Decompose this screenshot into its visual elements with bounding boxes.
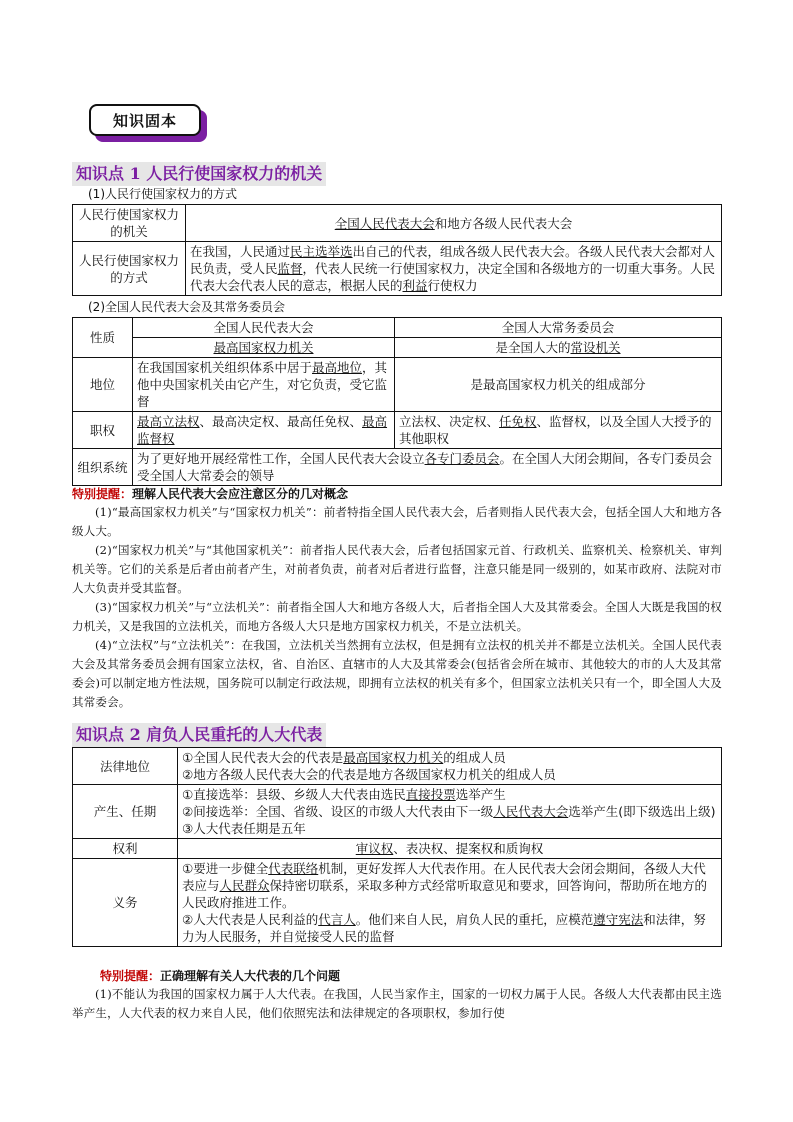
note-paragraph: (4)“立法权”与“立法机关”：在我国，立法机关当然拥有立法权，但是拥有立法权的机关并不都是立法机关。全国人民代表大会及其常务委员会拥有国家立法权，省、自治区、直辖市的人大及其常委会(包括省会所在城市、其他较大的市的人大及其常委会)可以制定地方性法规，国务院可以制定行政法规，即拥有立法权的机关有多个，但国家立法机关只有一个，即全国人大及其常委会。 [72,638,722,709]
cell [178,748,722,785]
row-label: 人民行使国家权力的机关 [73,205,186,242]
text-span: 、最高决定权、最高任免权、 [199,414,363,429]
cell: 是最高国家权力机关的组成部分 [395,358,722,412]
kp1-heading [72,162,722,186]
kp1-note [72,486,722,712]
underlined-term: 任免权 [499,414,537,429]
kp2-heading [72,723,722,747]
text-span: 、监督权，以及全国人大授予的其他职权 [399,414,712,446]
table-row [73,785,722,839]
column-header: 全国人民代表大会 [133,318,395,338]
note-title: 理解人民代表大会应注意区分的几对概念 [132,487,349,501]
table-row [73,318,722,338]
cell [133,449,722,486]
underlined-term: 人民代表大会 [493,804,569,819]
underlined-term: 最高国家权力机关 [343,750,444,765]
text-span: ，代表人民统一行使国家权力，决定全国和各级地方的一切重大事务。人民代表大会代表人民的意志，根据人民的 [190,261,716,293]
text-span: 保持密切联系，采取多种方式经常听取意见和要求，回答询问，帮助所在地方的人民政府推进工作。 [182,878,708,910]
text-line: ②地方各级人民代表大会的代表是地方各级国家权力机关的组成人员 [182,767,556,782]
row-label: 产生、任期 [73,785,178,839]
note-title: 正确理解有关人大代表的几个问题 [160,969,341,983]
underlined-term: 代表联络 [268,861,319,876]
text-span: 是全国人大的 [495,340,571,355]
text-span: 出自己的代表，组成各级人民代表大会。各级人民代表大会都对人民负责，受人民 [190,244,716,276]
underlined-term: 审议权 [355,841,394,856]
row-label: 组织系统 [73,449,133,486]
text-span: 选举产生(即下级选出上级) [568,804,716,819]
underlined-term: 直接投票 [405,787,456,802]
cell [395,338,722,358]
underlined-term: 最高地位 [312,360,363,375]
table-row [73,449,722,486]
underlined-term: 遵守宪法 [593,912,644,927]
table-deputies [72,747,722,947]
text-span: 。在全国人大闭会期间，各专门委员会受全国人大常委会的领导 [137,451,713,483]
underlined-term: 常设机关 [570,340,621,355]
table-row [73,338,722,358]
note-paragraph: (3)“国家权力机关”与“立法机关”：前者指全国人大和地方各级人大，后者指全国人大及其常委会。全国人大既是我国的权力机关，又是我国的立法机关，而地方各级人大只是地方国家权力机关，不是立法机关。 [72,600,722,633]
underlined-term: 代言人 [318,912,356,927]
kp2-title: 知识点 2 肩负人民重托的人大代表 [72,723,326,747]
row-label: 法律地位 [73,748,178,785]
row-label: 地位 [73,358,133,412]
text-span: 在我国，人民通过 [190,244,291,259]
row-label: 义务 [73,859,178,947]
cell [178,859,722,947]
row-label: 人民行使国家权力的方式 [73,242,186,296]
text-span: 和法律，努力为人民服务，并自觉接受人民的监督 [182,912,706,944]
text-span: 立法权、决定权、 [399,414,500,429]
table-row [73,748,722,785]
text-span: 选举产生 [455,787,506,802]
text-span: ①要进一步健全 [182,861,269,876]
underlined-term: 最高国家权力机关 [213,340,314,355]
kp1-sub1: (1)人民行使国家权力的方式 [88,187,237,201]
text-span: ②间接选举：全国、省级、设区的市级人大代表由下一级 [182,804,494,819]
table-row [73,839,722,859]
note-paragraph: (1)不能认为我国的国家权力属于人大代表。在我国，人民当家作主，国家的一切权力属于人民。各级人大代表都由民主选举产生，人大代表的权力来自人民，他们依照宪法和法律规定的各项职权，参加行使 [72,987,722,1020]
row-label: 权利 [73,839,178,859]
row-value [186,205,722,242]
table-row [73,412,722,449]
cell [133,412,395,449]
table-npc-committee [72,317,722,486]
cell [133,338,395,358]
text-span: ①全国人民代表大会的代表是 [182,750,344,765]
badge-label: 知识固本 [89,104,201,136]
underlined-term: 最高立法权 [137,414,200,429]
text-span: 、表决权、提案权和质询权 [393,841,544,856]
cell [133,358,395,412]
table-row [73,358,722,412]
cell [395,412,722,449]
kp1-title: 知识点 1 人民行使国家权力的机关 [72,162,326,186]
note-paragraph: (1)“最高国家权力机关”与“国家权力机关”：前者特指全国人民代表大会，后者则指人民代表大会，包括全国人大和地方各级人大。 [72,505,722,538]
column-header: 全国人大常务委员会 [395,318,722,338]
text-span: 在我国国家机关组织体系中居于 [137,360,313,375]
row-value [186,242,722,296]
underlined-term: 人民群众 [219,878,270,893]
note-label: 特别提醒： [72,487,133,501]
text-span: 和地方各级人民代表大会 [434,215,573,231]
text-span: ，其他中央国家机关由它产生，对它负责，受它监督 [137,360,388,409]
underlined-term: 最高监督权 [137,414,388,446]
text-span: ①直接选举：县级、乡级人大代表由选民 [182,787,406,802]
underlined-term: 利益 [402,278,428,293]
underlined-term: 各专门委员会 [424,451,500,466]
text-line: ③人大代表任期是五年 [182,821,306,836]
underlined-term: 监督 [277,261,303,276]
text-span: 的组成人员 [443,750,506,765]
section-badge [89,104,209,144]
note-heading [72,486,722,503]
table-power-method [72,204,722,296]
table-row [73,205,722,242]
text-span: ②人大代表是人民利益的 [182,912,319,927]
text-span: 为了更好地开展经常性工作，全国人民代表大会设立 [137,451,425,466]
text-span: 。他们来自人民，肩负人民的重托，应模范 [355,912,594,927]
kp1-sub2: (2)全国人民代表大会及其常务委员会 [88,300,285,314]
underlined-term: 民主选举选 [290,244,353,259]
note-paragraph: (2)“国家权力机关”与“其他国家机关”：前者指人民代表大会，后者包括国家元首、行政机关、监察机关、检察机关、审判机关等。它们的关系是后者由前者产生，对前者负责，前者对后者进行监督，注意只能是同一级别的，如某市政府、法院对市人大负责并受其监督。 [72,543,722,595]
cell [178,785,722,839]
row-label: 职权 [73,412,133,449]
cell [178,839,722,859]
kp2-note [72,968,722,1023]
note-heading [72,968,722,985]
text-span: 机制，更好发挥人大代表作用。在人民代表大会闭会期间，各级人大代表应与 [182,861,706,893]
table-row [73,242,722,296]
note-label: 特别提醒： [100,969,161,983]
table-row [73,859,722,947]
underlined-term: 全国人民代表大会 [334,215,435,231]
row-label: 性质 [73,318,133,358]
text-span: 行使权力 [427,278,478,293]
